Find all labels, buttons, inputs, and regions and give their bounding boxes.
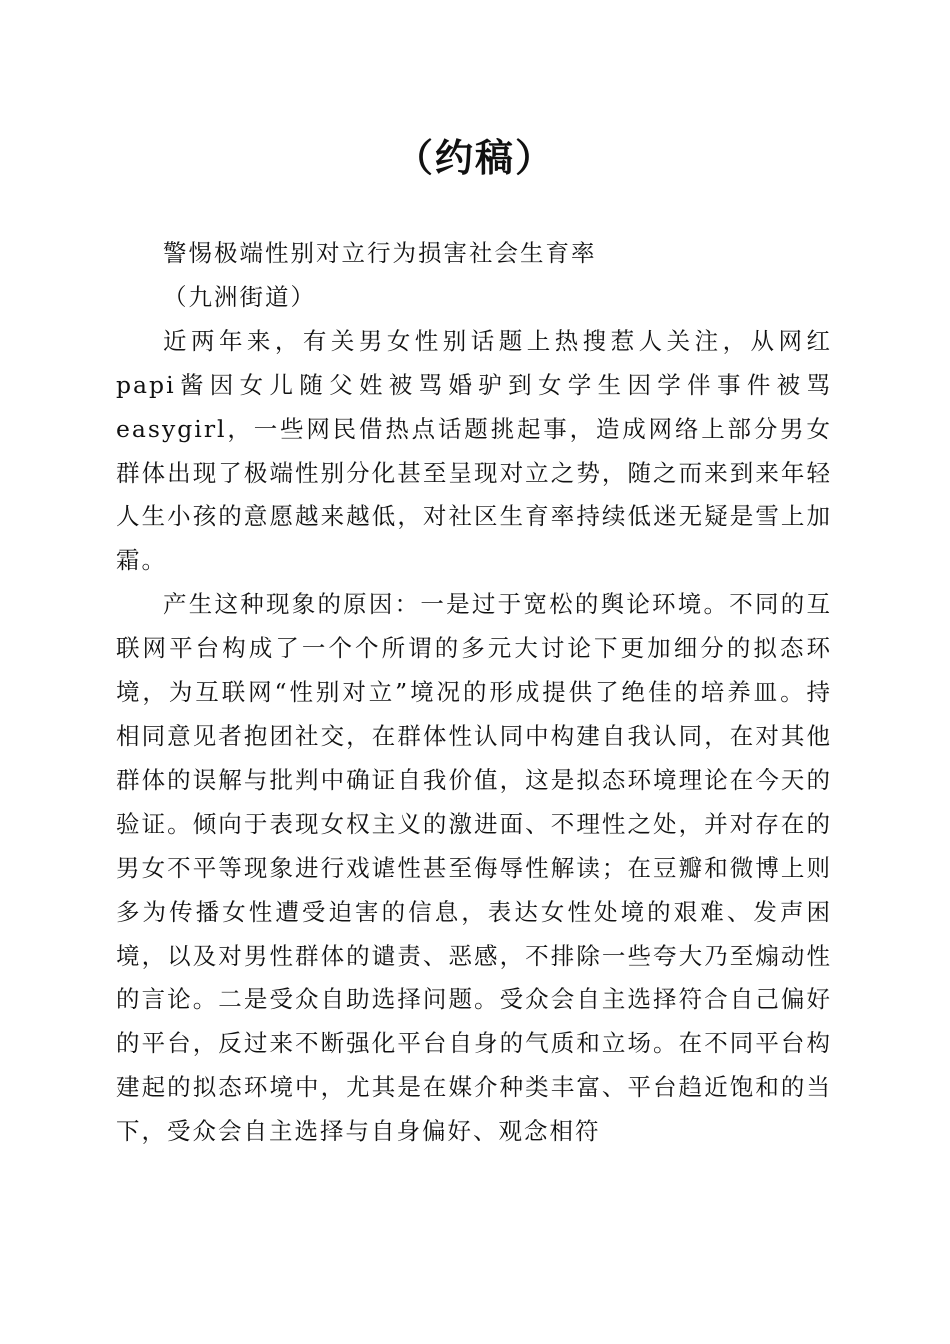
document-heading: （约稿） [394,135,555,180]
article-title: 警惕极端性别对立行为损害社会生育率 [163,239,597,267]
paragraph-1: 近两年来，有关男女性别话题上热搜惹人关注，从网红papi酱因女儿随父姓被骂婚驴到女学生因学伴事件被骂easygirl，一些网民借热点话题挑起事，造成网络上部分男女群体出现了极端性别分化甚至呈现对立之势，随之而来到来年轻人生小孩的意愿越来越低，对社区生育率持续低迷无疑是雪上加霜。 [116,326,832,575]
paragraph-2: 产生这种现象的原因：一是过于宽松的舆论环境。不同的互联网平台构成了一个个所谓的多元大讨论下更加细分的拟态环境，为互联网“性别对立”境况的形成提供了绝佳的培养皿。持相同意见者抱团社交，在群体性认同中构建自我认同，在对其他群体的误解与批判中确证自我价值，这是拟态环境理论在今天的验证。倾向于表现女权主义的激进面、不理性之处，并对存在的男女不平等现象进行戏谑性甚至侮辱性解读；在豆瓣和微博上则多为传播女性遭受迫害的信息，表达女性处境的艰难、发声困境，以及对男性群体的谴责、恶感，不排除一些夸大乃至煽动性的言论。二是受众自助选择问题。受众会自主选择符合自己偏好的平台，反过来不断强化平台自身的气质和立场。在不同平台构建起的拟态环境中，尤其是在媒介种类丰富、平台趋近饱和的当下，受众会自主选择与自身偏好、观念相符 [116,590,832,1146]
article-author: （九洲街道） [163,282,316,311]
document-body [116,232,832,1154]
